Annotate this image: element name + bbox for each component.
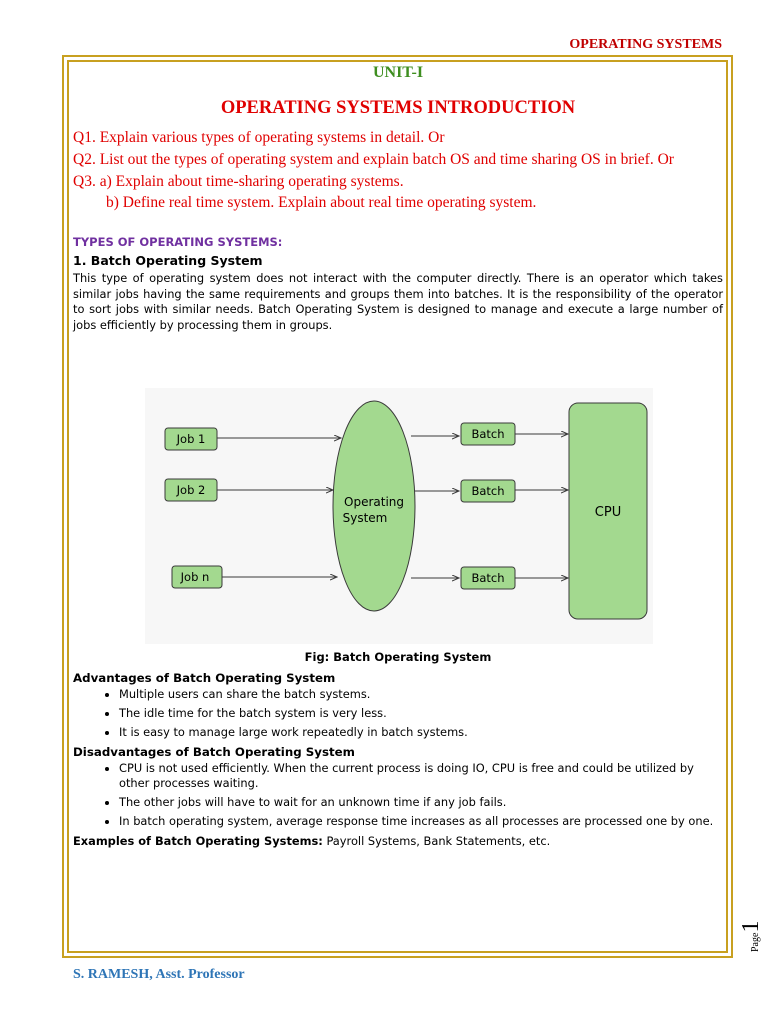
examples-line (73, 833, 723, 849)
section-paragraph: This type of operating system does not interact with the computer directly. There is an operator which takes similar jobs having the same requirements and groups them into batches. It is the responsibility of the operator to sort jobs with similar needs. Batch Operating System is designed to manage and execute a large number of jobs efficiently by processing them in groups. (73, 271, 723, 332)
batch-label-2: Batch (471, 484, 505, 498)
batch-box-2 (461, 480, 515, 502)
batch-label-3: Batch (471, 571, 505, 585)
list-item: • In batch operating system, average response time increases as all processes are processed one by one. (119, 814, 723, 829)
question-1: Q1. Explain various types of operating systems in detail. Or (73, 129, 445, 146)
footer-author: S. RAMESH, Asst. Professor (73, 967, 245, 982)
list-item: • The other jobs will have to wait for an unknown time if any job fails. (119, 795, 723, 810)
list-item: • Multiple users can share the batch systems. (119, 687, 723, 702)
question-3b: b) Define real time system. Explain about real time operating system. (106, 194, 537, 211)
list-item: • CPU is not used efficiently. When the current process is doing IO, CPU is free and could be utilized by other processes waiting. (119, 761, 723, 791)
job-label-1: Job 1 (176, 432, 206, 446)
batch-os-diagram (145, 388, 653, 644)
operating-system-ellipse (333, 401, 415, 611)
cpu-box (569, 403, 647, 619)
batch-box-1 (461, 423, 515, 445)
list-item: • The idle time for the batch system is very less. (119, 706, 723, 721)
cpu-label: CPU (594, 505, 622, 520)
disadvantages-list (73, 761, 723, 828)
job-label-n: Job n (180, 570, 210, 584)
lower-content (73, 669, 723, 849)
disadvantages-heading: Disadvantages of Batch Operating System (73, 745, 355, 760)
job-label-2: Job 2 (176, 483, 206, 497)
job-box-n (172, 566, 222, 588)
main-content (73, 60, 723, 333)
page-number (738, 900, 764, 952)
unit-label: UNIT-I (372, 64, 424, 81)
os-label-line1: Operating (344, 495, 404, 509)
batch-label-1: Batch (471, 427, 505, 441)
advantages-heading: Advantages of Batch Operating System (73, 671, 336, 685)
batch-box-3 (461, 567, 515, 589)
list-item: • It is easy to manage large work repeatedly in batch systems. (119, 725, 723, 740)
question-2: Q2. List out the types of operating system and explain batch OS and time sharing OS in brief. Or (73, 151, 674, 168)
page-label: Page (750, 932, 761, 952)
types-heading: TYPES OF OPERATING SYSTEMS: (73, 235, 283, 249)
examples-label: Examples of Batch Operating Systems: (73, 833, 323, 848)
examples-text: Payroll Systems, Bank Statements, etc. (322, 833, 551, 848)
figure-caption: Fig: Batch Operating System (304, 650, 492, 664)
advantages-list (73, 687, 723, 739)
section-heading-batch: 1. Batch Operating System (73, 253, 263, 268)
os-label-line2: System (342, 511, 388, 525)
page-number-value: 1 (738, 920, 764, 933)
question-3a: Q3. a) Explain about time-sharing operating systems. (73, 173, 404, 190)
job-box-2 (165, 479, 217, 501)
page-title: OPERATING SYSTEMS INTRODUCTION (220, 98, 576, 118)
job-box-1 (165, 428, 217, 450)
header-subject: OPERATING SYSTEMS (569, 37, 722, 52)
